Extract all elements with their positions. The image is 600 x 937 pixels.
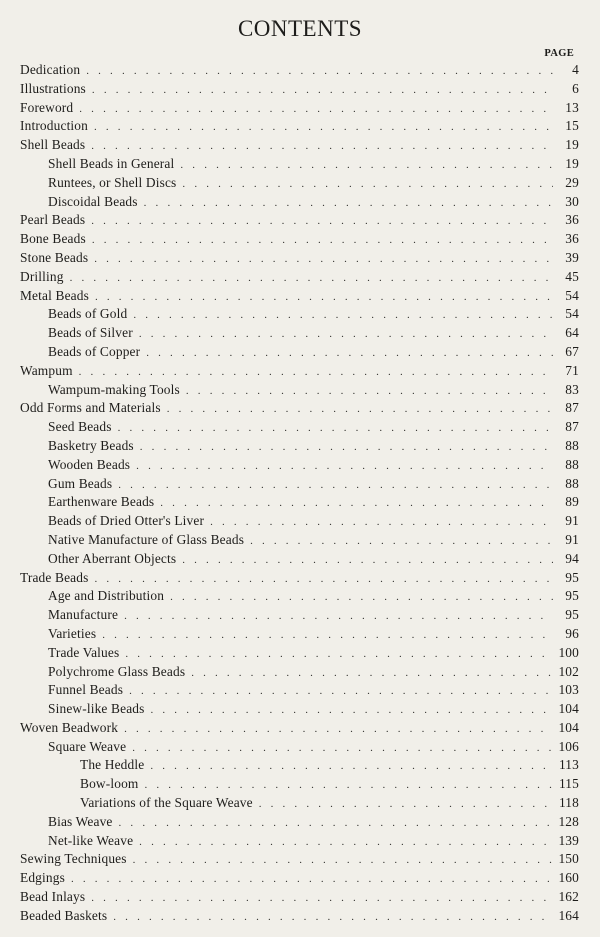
toc-entry-title: Wampum-making Tools [48, 381, 180, 397]
toc-entry [20, 851, 579, 870]
toc-entry-title: Beaded Baskets [20, 907, 108, 923]
toc-entry-page-number: 71 [565, 362, 579, 378]
toc-entry-page-number: 95 [565, 569, 579, 585]
dot-leader [182, 178, 553, 190]
toc-entry [20, 701, 579, 720]
dot-leader [191, 667, 553, 679]
toc-entry-page-number: 91 [565, 513, 579, 529]
toc-entry-page-number: 88 [565, 456, 579, 472]
dot-leader [71, 873, 553, 885]
toc-entry-title: Woven Beadwork [20, 719, 119, 735]
toc-entry [20, 889, 579, 908]
dot-leader [132, 742, 553, 754]
toc-entry-page-number: 100 [558, 644, 579, 660]
toc-entry [20, 607, 579, 626]
toc-entry-title: Beads of Dried Otter's Liver [48, 513, 205, 529]
toc-entry-page-number: 94 [565, 550, 579, 566]
toc-entry-title: Trade Beads [20, 569, 89, 585]
toc-entry [20, 532, 579, 551]
toc-entry [20, 645, 579, 664]
dot-leader [124, 723, 553, 735]
toc-entry-title: Runtees, or Shell Discs [48, 174, 177, 190]
toc-entry-title: Beads of Silver [48, 325, 133, 341]
toc-entry [20, 551, 579, 570]
toc-entry-title: Polychrome Glass Beads [48, 663, 186, 679]
toc-entry-title: Square Weave [48, 738, 127, 754]
toc-entry-page-number: 30 [565, 193, 579, 209]
toc-entry-page-number: 39 [565, 249, 579, 265]
toc-entry-title: Bone Beads [20, 231, 86, 247]
toc-entry-page-number: 95 [565, 588, 579, 604]
toc-entry [20, 476, 579, 495]
toc-entry-page-number: 88 [565, 437, 579, 453]
toc-entry-page-number: 128 [558, 813, 579, 829]
toc-entry-page-number: 104 [558, 701, 579, 717]
toc-entry-title: Sinew-like Beads [48, 701, 145, 717]
toc-entry [20, 570, 579, 589]
dot-leader [118, 479, 553, 491]
toc-entry-title: Basketry Beads [48, 437, 134, 453]
toc-entry-page-number: 19 [565, 155, 579, 171]
dot-leader [139, 328, 553, 340]
toc-entry [20, 400, 579, 419]
dot-leader [133, 309, 553, 321]
toc-entry-title: The Heddle [80, 757, 145, 773]
dot-leader [91, 892, 553, 904]
toc-entry-title: Gum Beads [48, 475, 113, 491]
toc-entry-page-number: 83 [565, 381, 579, 397]
dot-leader [144, 779, 553, 791]
toc-entry-title: Earthenware Beads [48, 494, 155, 510]
toc-entry [20, 100, 579, 119]
toc-entry [20, 795, 579, 814]
toc-entry [20, 739, 579, 758]
toc-entry [20, 494, 579, 513]
toc-entry-page-number: 36 [565, 212, 579, 228]
dot-leader [79, 366, 553, 378]
toc-entry-page-number: 67 [565, 343, 579, 359]
toc-entry-page-number: 150 [558, 851, 579, 867]
toc-entry-title: Illustrations [20, 80, 86, 96]
toc-entry [20, 833, 579, 852]
dot-leader [79, 103, 553, 115]
dot-leader [95, 291, 553, 303]
toc-entry-page-number: 45 [565, 268, 579, 284]
toc-entry-page-number: 160 [558, 870, 579, 886]
toc-entry-title: Edgings [20, 870, 65, 886]
toc-entry-page-number: 96 [565, 625, 579, 641]
dot-leader [133, 854, 553, 866]
toc-entry-page-number: 87 [565, 419, 579, 435]
dot-leader [125, 648, 553, 660]
dot-leader [186, 385, 553, 397]
dot-leader [259, 798, 553, 810]
toc-entry-page-number: 89 [565, 494, 579, 510]
toc-entry-title: Discoidal Beads [48, 193, 138, 209]
toc-entry-title: Bias Weave [48, 813, 113, 829]
dot-leader [91, 140, 553, 152]
toc-entry [20, 288, 579, 307]
toc-entry-title: Beads of Copper [48, 343, 141, 359]
toc-entry-page-number: 87 [565, 400, 579, 416]
toc-entry-page-number: 54 [565, 306, 579, 322]
dot-leader [113, 911, 553, 923]
toc-entry-page-number: 103 [558, 682, 579, 698]
toc-entry-title: Wooden Beads [48, 456, 131, 472]
dot-leader [160, 497, 553, 509]
dot-leader [170, 591, 553, 603]
toc-entry [20, 908, 579, 927]
dot-leader [210, 516, 553, 528]
dot-leader [167, 403, 553, 415]
toc-entry-page-number: 102 [558, 663, 579, 679]
toc-entry-page-number: 91 [565, 531, 579, 547]
toc-entry [20, 344, 579, 363]
dot-leader [180, 159, 553, 171]
toc-entry [20, 438, 579, 457]
toc-entry-title: Age and Distribution [48, 588, 165, 604]
dot-leader [140, 441, 553, 453]
dot-leader [139, 836, 553, 848]
toc-entry [20, 757, 579, 776]
toc-entry-page-number: 29 [565, 174, 579, 190]
toc-entry-page-number: 95 [565, 607, 579, 623]
toc-entry [20, 269, 579, 288]
toc-entry [20, 231, 579, 250]
dot-leader [151, 704, 554, 716]
toc-entry [20, 664, 579, 683]
toc-entry-page-number: 106 [558, 738, 579, 754]
toc-entry-page-number: 104 [558, 719, 579, 735]
toc-entry-title: Net-like Weave [48, 832, 134, 848]
toc-entry-title: Introduction [20, 118, 88, 134]
dot-leader [124, 610, 553, 622]
dot-leader [94, 253, 553, 265]
toc-entry-page-number: 13 [565, 99, 579, 115]
dot-leader [250, 535, 553, 547]
toc-entry [20, 382, 579, 401]
dot-leader [94, 573, 553, 585]
toc-entry-title: Varieties [48, 625, 97, 641]
dot-leader [70, 272, 553, 284]
dot-leader [182, 554, 553, 566]
toc-entry [20, 682, 579, 701]
dot-leader [150, 760, 553, 772]
toc-entry-title: Bow-loom [80, 776, 139, 792]
toc-entry-page-number: 118 [558, 795, 579, 811]
toc-entry-page-number: 88 [565, 475, 579, 491]
toc-entry [20, 118, 579, 137]
toc-entry [20, 363, 579, 382]
toc-entry-page-number: 19 [565, 137, 579, 153]
dot-leader [144, 197, 553, 209]
toc-entry-title: Native Manufacture of Glass Beads [48, 531, 245, 547]
toc-entry-title: Drilling [20, 268, 64, 284]
toc-entry-title: Beads of Gold [48, 306, 128, 322]
toc-entry-title: Variations of the Square Weave [80, 795, 253, 811]
page-column-heading: PAGE [544, 48, 574, 59]
toc-entry [20, 626, 579, 645]
dot-leader [119, 817, 553, 829]
toc-entry-page-number: 15 [565, 118, 579, 134]
toc-entry-page-number: 6 [572, 80, 579, 96]
dot-leader [91, 215, 553, 227]
dot-leader [136, 460, 553, 472]
toc-entry [20, 175, 579, 194]
toc-entry-title: Other Aberrant Objects [48, 550, 177, 566]
toc-entry-title: Pearl Beads [20, 212, 86, 228]
dot-leader [118, 422, 553, 434]
toc-entry-title: Foreword [20, 99, 74, 115]
toc-entry-title: Dedication [20, 62, 81, 77]
toc-entry-title: Sewing Techniques [20, 851, 127, 867]
toc-entry [20, 137, 579, 156]
table-of-contents [20, 62, 579, 927]
dot-leader [92, 84, 553, 96]
toc-entry [20, 776, 579, 795]
toc-entry [20, 212, 579, 231]
toc-entry-title: Stone Beads [20, 249, 89, 265]
toc-entry-title: Manufacture [48, 607, 119, 623]
toc-entry-page-number: 113 [558, 757, 579, 773]
toc-entry [20, 588, 579, 607]
toc-entry [20, 156, 579, 175]
toc-entry-page-number: 164 [558, 907, 579, 923]
toc-entry [20, 325, 579, 344]
toc-entry-title: Bead Inlays [20, 889, 86, 905]
toc-entry [20, 513, 579, 532]
toc-entry [20, 814, 579, 833]
toc-entry-page-number: 64 [565, 325, 579, 341]
toc-entry [20, 870, 579, 889]
toc-entry [20, 419, 579, 438]
toc-entry-page-number: 139 [558, 832, 579, 848]
toc-entry-title: Trade Values [48, 644, 120, 660]
dot-leader [86, 65, 553, 77]
toc-entry-title: Odd Forms and Materials [20, 400, 161, 416]
toc-entry-title: Seed Beads [48, 419, 112, 435]
toc-entry-page-number: 54 [565, 287, 579, 303]
toc-entry-page-number: 4 [572, 62, 579, 77]
toc-entry [20, 457, 579, 476]
dot-leader [92, 234, 553, 246]
dot-leader [129, 685, 553, 697]
toc-entry-title: Shell Beads [20, 137, 86, 153]
toc-entry [20, 720, 579, 739]
toc-entry [20, 306, 579, 325]
toc-entry-title: Metal Beads [20, 287, 89, 303]
dot-leader [102, 629, 553, 641]
toc-entry-title: Funnel Beads [48, 682, 124, 698]
toc-entry [20, 81, 579, 100]
toc-entry-page-number: 162 [558, 889, 579, 905]
page-title: CONTENTS [237, 16, 363, 41]
toc-entry-page-number: 115 [558, 776, 579, 792]
dot-leader [146, 347, 553, 359]
dot-leader [94, 121, 553, 133]
toc-entry-title: Shell Beads in General [48, 155, 175, 171]
toc-entry-page-number: 36 [565, 231, 579, 247]
toc-entry [20, 62, 579, 81]
toc-entry-title: Wampum [20, 362, 73, 378]
toc-entry [20, 194, 579, 213]
toc-entry [20, 250, 579, 269]
